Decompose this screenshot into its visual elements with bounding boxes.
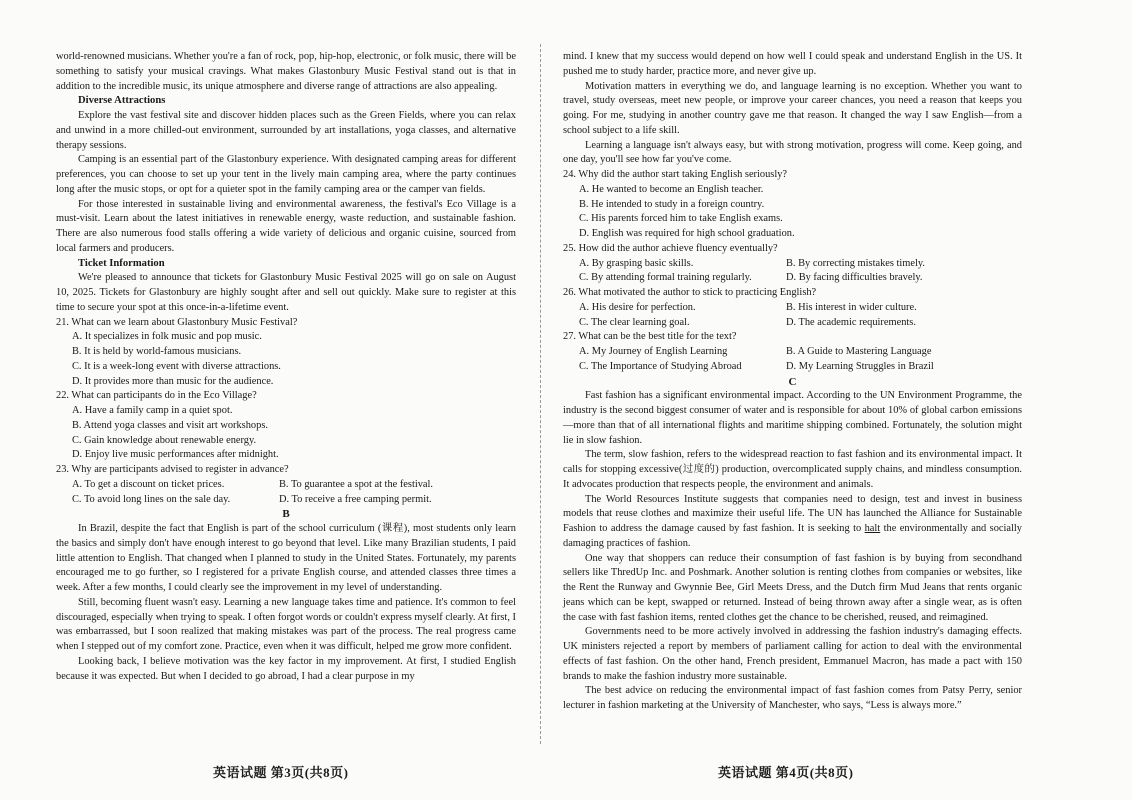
option-21a: A. It specializes in folk music and pop music.	[72, 331, 262, 343]
passage-b-para-3: Looking back, I believe motivation was the key factor in my improvement. At first, I studied English because it was expected. But when I decided to go abroad, I had a clear purpose in my	[56, 655, 516, 682]
passage-a-para-2: Camping is an essential part of the Glastonbury experience. With designated camping areas for different preferences, you can choose to set up your tent in the lively main camping area, where the party continues long after the music stops, or opt for a quieter spot in the family camping area or the camper van fields.	[56, 154, 516, 195]
options-27-ab	[563, 345, 1022, 360]
passage-a-para-1: Explore the vast festival site and discover hidden places such as the Green Fields, where you can relax and unwind in a more chilled-out environment, surrounded by art installations, yoga classes, and alternative therapy sessions.	[56, 110, 516, 151]
options-23-cd	[56, 493, 516, 508]
question-26: 26. What motivated the author to stick to practicing English?	[563, 287, 817, 298]
underlined-word-halt: halt	[864, 523, 881, 534]
page-4-column	[563, 50, 1022, 714]
option-26c: C. The clear learning goal.	[579, 316, 690, 328]
passage-b-continued: mind. I knew that my success would depend on how well I could speak and understand English in the US. It pushed me to study harder, practice more, and never give up.	[563, 51, 1022, 77]
option-25b: B. By correcting mistakes timely.	[786, 257, 925, 269]
option-21d: D. It provides more than music for the audience.	[72, 375, 274, 387]
option-24b: B. He intended to study in a foreign country.	[579, 198, 765, 210]
options-27-cd	[563, 360, 1022, 375]
options-26-ab	[563, 301, 1022, 316]
section-c-label: C	[788, 375, 797, 388]
question-27: 27. What can be the best title for the text?	[563, 331, 737, 343]
page-divider	[540, 44, 541, 744]
passage-c-para-6: The best advice on reducing the environmental impact of fast fashion comes from Patsy Perry, senior lecturer in fashion marketing at the University of Manchester, who says, “Less is always more.”	[563, 685, 1022, 711]
passage-c-para-3-start: The World Resources Institute suggests that companies need to design, test and invest in business models that reuse clothes and maximize their useful life. The UN has launched the Alliance for Sustainable Fashion to address the damage caused by fast fashion. It is seeking to	[563, 493, 1022, 534]
option-22b: B. Attend yoga classes and visit art workshops.	[72, 419, 268, 431]
option-25d: D. By facing difficulties bravely.	[786, 272, 923, 284]
option-27c: C. The Importance of Studying Abroad	[579, 360, 742, 372]
page-4-footer: 英语试题 第4页(共8页)	[718, 765, 854, 780]
passage-c-para-3	[563, 493, 1022, 552]
option-26a: A. His desire for perfection.	[579, 301, 696, 313]
page-3-footer: 英语试题 第3页(共8页)	[213, 765, 349, 780]
heading-diverse-attractions: Diverse Attractions	[78, 95, 166, 107]
passage-b-para-4: Motivation matters in everything we do, and language learning is no exception. Whether you want to travel, study overseas, meet new people, or improve your career chances, you need a reason that keeps you going. For me, studying in another country gave me that reason. It changed the way I saw English—from a school subject to a life skill.	[563, 80, 1022, 136]
option-21b: B. It is held by world-famous musicians.	[72, 346, 242, 357]
question-23: 23. Why are participants advised to register in advance?	[56, 464, 289, 475]
passage-c-para-1: Fast fashion has a significant environmental impact. According to the UN Environment Programme, the industry is the second biggest consumer of water and is responsible for about 10% of global carbon emissions—more than that of all international flights and maritime shipping combined. Fortunately, the solution might lie in slow fashion.	[563, 390, 1022, 446]
option-23b: B. To guarantee a spot at the festival.	[279, 478, 434, 490]
option-22c: C. Gain knowledge about renewable energy.	[72, 434, 257, 446]
option-24a: A. He wanted to become an English teacher.	[579, 183, 764, 195]
option-24d: D. English was required for high school graduation.	[579, 228, 795, 239]
page-3-column	[56, 50, 516, 684]
option-26d: D. The academic requirements.	[786, 316, 916, 328]
passage-c-para-4: One way that shoppers can reduce their consumption of fast fashion is by buying from secondhand sellers like ThredUp Inc. and Poshmark. Another solution is renting clothes from companies or websites, like the Rent the Runway and Gwynnie Bee, Girl Meets Dress, and the Dutch firm Mud Jeans that rents organic jeans which can be kept, swapped or returned. Instead of being thrown away after a single wear, as is often the case with fast fashion items, rented clothes get the chance to be cherished, reused, and reimagined.	[563, 552, 1022, 623]
passage-a-para-3: For those interested in sustainable living and environmental awareness, the festival's Eco Village is a must-visit. Learn about the latest initiatives in renewable energy, waste reduction, and sustainable fashion. There are also numerous food stalls offering a wide variety of delicious and organic cuisine, sourced from local farmers and producers.	[56, 198, 516, 254]
heading-ticket-information: Ticket Information	[78, 257, 165, 269]
options-23-ab	[56, 478, 516, 493]
passage-a-intro: world-renowned musicians. Whether you're a fan of rock, pop, hip-hop, electronic, or folk music, there will be something to satisfy your musical cravings. What makes Glastonbury Music Festival stand out is that in addition to the incredible music, its unique atmosphere and diverse range of attractions are also appealing.	[56, 51, 516, 92]
question-24: 24. Why did the author start taking English seriously?	[563, 169, 788, 180]
option-27a: A. My Journey of English Learning	[579, 346, 728, 357]
option-23c: C. To avoid long lines on the sale day.	[72, 493, 231, 505]
passage-c-para-2: The term, slow fashion, refers to the widespread reaction to fast fashion and its environmental impact. It calls for stopping excessive(过度的) production, overcomplicated supply chains, and mindless consumption. It advocates production that respects people, the environment and animals.	[563, 449, 1022, 490]
passage-b-para-2: Still, becoming fluent wasn't easy. Learning a new language takes time and patience. It's common to feel discouraged, especially when trying to speak. I often forgot words or couldn't express myself clearly. At first, I was embarrassed, but I soon realized that making mistakes was part of the process. The real progress came when I stepped out of my comfort zone. Practice, even when it was difficult, helped me grow more confident.	[56, 596, 516, 652]
option-24c: C. His parents forced him to take English exams.	[579, 213, 783, 225]
option-22a: A. Have a family camp in a quiet spot.	[72, 405, 233, 416]
option-21c: C. It is a week-long event with diverse attractions.	[72, 360, 281, 372]
option-25a: A. By grasping basic skills.	[579, 257, 694, 269]
option-26b: B. His interest in wider culture.	[786, 301, 917, 313]
option-27d: D. My Learning Struggles in Brazil	[786, 360, 934, 372]
passage-b-para-1: In Brazil, despite the fact that English is part of the school curriculum (课程), most students only learn the basics and simply don't have enough interest to go beyond that level. Like many Brazilian students, I paid little attention to English. That changed when I planned to study in the United States. Fortunately, my parents encouraged me to go further, so I registered for a private English course, and attended classes three times a week. After a few months, I could clearly see the improvement in my level of understanding.	[56, 523, 516, 593]
section-b-label: B	[282, 508, 290, 521]
option-23a: A. To get a discount on ticket prices.	[72, 478, 225, 490]
passage-c-para-3-end: the environmentally and socially damaging practices of fashion.	[563, 523, 1022, 549]
option-22d: D. Enjoy live music performances after midnight.	[72, 449, 279, 461]
option-25c: C. By attending formal training regularly.	[579, 272, 752, 284]
question-22: 22. What can participants do in the Eco Village?	[56, 390, 257, 402]
question-21: 21. What can we learn about Glastonbury Music Festival?	[56, 316, 298, 328]
passage-c-para-5: Governments need to be more actively involved in addressing the fashion industry's damaging effects. UK ministers rejected a report by members of parliament calling for action to deal with the environmental effects of fast fashion. On the other hand, French president, Emmanuel Macron, has made a pact with 150 brands to make the fashion industry more sustainable.	[563, 626, 1022, 682]
options-26-cd	[563, 316, 1022, 331]
option-27b: B. A Guide to Mastering Language	[786, 346, 932, 357]
passage-b-para-5: Learning a language isn't always easy, but with strong motivation, progress will come. Keep going, and one day, you'll see how far you've come.	[563, 139, 1022, 166]
option-23d: D. To receive a free camping permit.	[279, 493, 432, 505]
options-25-ab	[563, 257, 1022, 272]
question-25: 25. How did the author achieve fluency eventually?	[563, 242, 778, 254]
options-25-cd	[563, 271, 1022, 286]
passage-a-para-4: We're pleased to announce that tickets for Glastonbury Music Festival 2025 will go on sale on August 10, 2025. Tickets for Glastonbury are highly sought after and sell out quickly. Make sure to register at this time to secure your spot at this once-in-a-lifetime event.	[56, 272, 516, 313]
